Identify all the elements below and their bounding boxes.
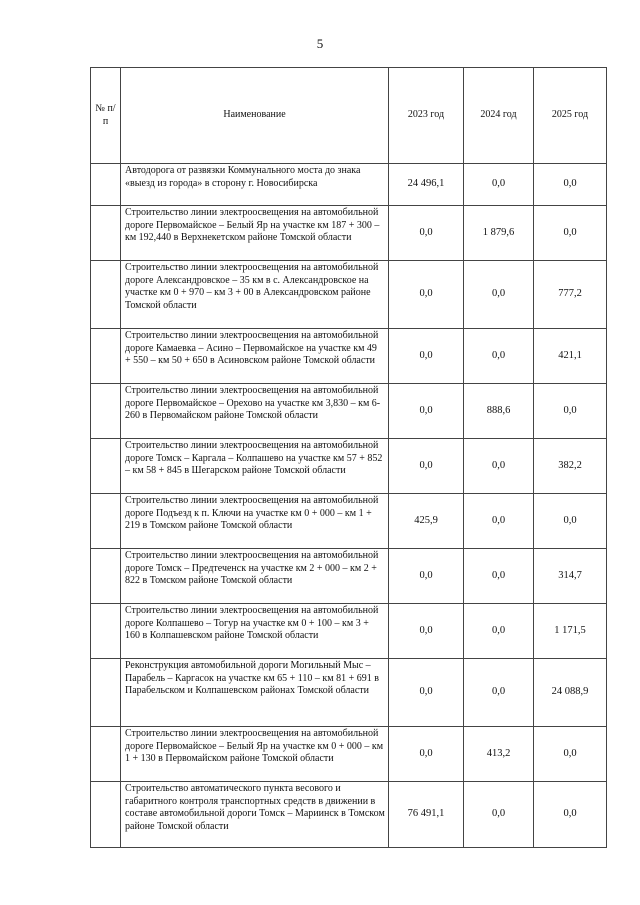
row-value-2025: 0,0 (534, 727, 607, 782)
table-header (91, 68, 607, 164)
row-name: Строительство линии электроосвещения на автомобильной дороге Томск – Каргала – Колпашево на участке км 57 + 852 – км 58 + 845 в Шегарском районе Томской области (121, 439, 389, 494)
row-value-2023: 0,0 (389, 439, 464, 494)
row-name: Строительство линии электроосвещения на автомобильной дороге Колпашево – Тогур на участке км 0 + 100 – км 3 + 160 в Колпашевском районе Томской области (121, 604, 389, 659)
row-value-2024: 0,0 (464, 782, 534, 848)
table-row (91, 439, 607, 494)
table-row (91, 549, 607, 604)
row-value-2023: 24 496,1 (389, 164, 464, 206)
row-name: Строительство линии электроосвещения на автомобильной дороге Александровское – 35 км в с. Александровское на участке км 0 + 970 – км 3 + 00 в Александровском районе Томской области (121, 261, 389, 329)
row-value-2024: 0,0 (464, 164, 534, 206)
row-value-2024: 0,0 (464, 604, 534, 659)
row-name: Строительство автоматического пункта весового и габаритного контроля транспортных средств в движении в составе автомобильной дороги Томск – Мариинск в Томском районе Томской области (121, 782, 389, 848)
row-value-2025: 421,1 (534, 329, 607, 384)
row-value-2024: 0,0 (464, 494, 534, 549)
header-index: № п/п (91, 68, 121, 164)
row-index-cell (91, 782, 121, 848)
row-value-2024: 0,0 (464, 659, 534, 727)
row-index-cell (91, 494, 121, 549)
table-row (91, 659, 607, 727)
table-row (91, 384, 607, 439)
row-value-2023: 76 491,1 (389, 782, 464, 848)
table-row (91, 206, 607, 261)
row-index-cell (91, 439, 121, 494)
row-name: Строительство линии электроосвещения на автомобильной дороге Первомайское – Белый Яр на участке км 0 + 000 – км 1 + 130 в Первомайском районе Томской области (121, 727, 389, 782)
row-value-2024: 1 879,6 (464, 206, 534, 261)
row-value-2024: 0,0 (464, 261, 534, 329)
row-value-2025: 24 088,9 (534, 659, 607, 727)
row-value-2024: 888,6 (464, 384, 534, 439)
row-value-2025: 0,0 (534, 384, 607, 439)
row-value-2025: 382,2 (534, 439, 607, 494)
row-value-2025: 777,2 (534, 261, 607, 329)
row-value-2023: 0,0 (389, 329, 464, 384)
row-value-2023: 0,0 (389, 206, 464, 261)
row-value-2023: 0,0 (389, 659, 464, 727)
row-name: Строительство линии электроосвещения на автомобильной дороге Томск – Предтеченск на участке км 2 + 000 – км 2 + 822 в Томском районе Томской области (121, 549, 389, 604)
row-index-cell (91, 549, 121, 604)
table-row (91, 604, 607, 659)
row-index-cell (91, 261, 121, 329)
row-name: Автодорога от развязки Коммунального моста до знака «выезд из города» в сторону г. Новосибирска (121, 164, 389, 206)
row-value-2024: 0,0 (464, 439, 534, 494)
table-row (91, 727, 607, 782)
table-body (91, 164, 607, 848)
header-row (91, 68, 607, 164)
row-index-cell (91, 604, 121, 659)
row-value-2024: 413,2 (464, 727, 534, 782)
row-value-2025: 0,0 (534, 206, 607, 261)
row-value-2025: 314,7 (534, 549, 607, 604)
row-value-2023: 0,0 (389, 727, 464, 782)
row-name: Строительство линии электроосвещения на автомобильной дороге Подъезд к п. Ключи на участке км 0 + 000 – км 1 + 219 в Томском районе Томской области (121, 494, 389, 549)
row-index-cell (91, 164, 121, 206)
row-value-2023: 425,9 (389, 494, 464, 549)
header-name: Наименование (121, 68, 389, 164)
row-index-cell (91, 329, 121, 384)
row-value-2024: 0,0 (464, 329, 534, 384)
row-value-2023: 0,0 (389, 261, 464, 329)
row-index-cell (91, 659, 121, 727)
row-index-cell (91, 727, 121, 782)
row-value-2024: 0,0 (464, 549, 534, 604)
table-row (91, 164, 607, 206)
row-value-2023: 0,0 (389, 384, 464, 439)
row-name: Строительство линии электроосвещения на автомобильной дороге Первомайское – Белый Яр на участке км 187 + 300 – км 192,440 в Верхнекетском районе Томской области (121, 206, 389, 261)
header-2025: 2025 год (534, 68, 607, 164)
row-value-2025: 1 171,5 (534, 604, 607, 659)
header-2024: 2024 год (464, 68, 534, 164)
table-row (91, 329, 607, 384)
table-row (91, 782, 607, 848)
row-value-2023: 0,0 (389, 604, 464, 659)
row-value-2025: 0,0 (534, 164, 607, 206)
row-name: Строительство линии электроосвещения на автомобильной дороге Первомайское – Орехово на участке км 3,830 – км 6-260 в Первомайском районе Томской области (121, 384, 389, 439)
table-row (91, 261, 607, 329)
row-value-2023: 0,0 (389, 549, 464, 604)
funding-table (90, 67, 607, 848)
row-name: Реконструкция автомобильной дороги Могильный Мыс – Парабель – Каргасок на участке км 65 + 110 – км 81 + 691 в Парабельском и Колпашевском районах Томской области (121, 659, 389, 727)
row-name: Строительство линии электроосвещения на автомобильной дороге Камаевка – Асино – Первомайское на участке км 49 + 550 – км 50 + 650 в Асиновском районе Томской области (121, 329, 389, 384)
page-number: 5 (316, 36, 324, 51)
table-row (91, 494, 607, 549)
row-index-cell (91, 384, 121, 439)
row-index-cell (91, 206, 121, 261)
header-2023: 2023 год (389, 68, 464, 164)
row-value-2025: 0,0 (534, 494, 607, 549)
row-value-2025: 0,0 (534, 782, 607, 848)
